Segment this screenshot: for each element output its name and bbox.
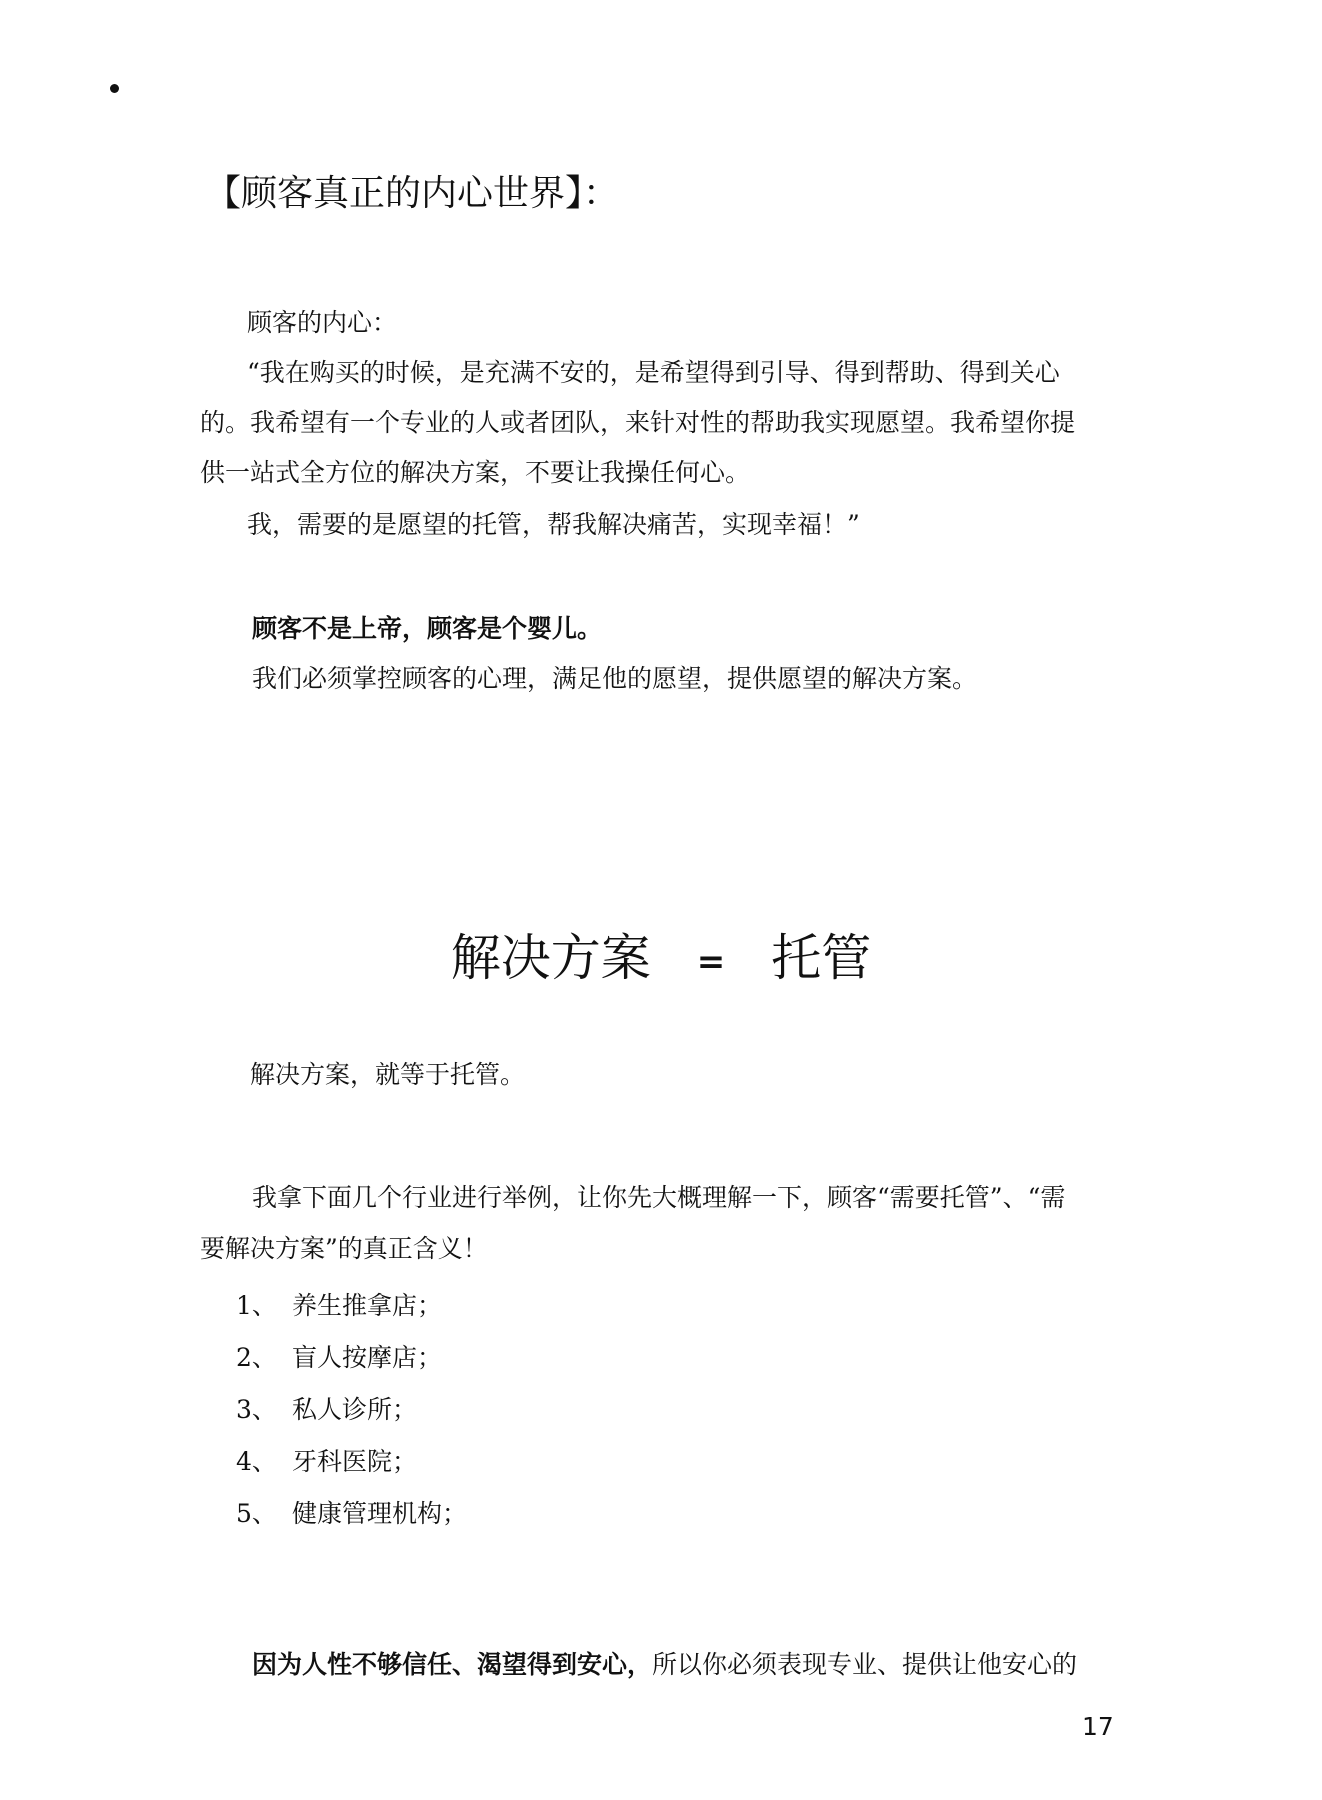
list-item: 牙科医院； — [292, 1447, 418, 1476]
equation-right: 托管 — [771, 929, 872, 987]
trust-statement-bold: 因为人性不够信任、渴望得到安心， — [252, 1650, 653, 1679]
inner-heart-label: 顾客的内心： — [247, 308, 398, 337]
list-item-number: 4、 — [236, 1447, 277, 1476]
control-statement: 我们必须掌控顾客的心理，满足他的愿望，提供愿望的解决方案。 — [252, 664, 978, 693]
baby-statement: 顾客不是上帝，顾客是个婴儿。 — [252, 614, 603, 643]
page-number: 17 — [1082, 1712, 1114, 1741]
list-item: 健康管理机构； — [292, 1499, 468, 1528]
trust-statement-normal: 所以你必须表现专业、提供让他安心的 — [652, 1650, 1078, 1679]
list-item: 盲人按摩店； — [292, 1343, 443, 1372]
examples-intro-line-2: 要解决方案”的真正含义！ — [200, 1234, 488, 1263]
solution-equation — [0, 918, 1322, 990]
quote-line-1: “我在购买的时候，是充满不安的，是希望得到引导、得到帮助、得到关心 — [247, 358, 1060, 387]
trust-statement — [252, 1650, 1077, 1680]
solution-statement: 解决方案，就等于托管。 — [250, 1060, 526, 1089]
quote-line-4: 我，需要的是愿望的托管，帮我解决痛苦，实现幸福！” — [247, 510, 860, 539]
quote-line-3: 供一站式全方位的解决方案，不要让我操任何心。 — [200, 458, 751, 487]
list-item-number: 2、 — [236, 1343, 277, 1372]
examples-intro-line-1: 我拿下面几个行业进行举例，让你先大概理解一下，顾客“需要托管”、“需 — [252, 1183, 1066, 1212]
bullet-dot — [110, 84, 119, 93]
quote-line-2: 的。我希望有一个专业的人或者团队，来针对性的帮助我实现愿望。我希望你提 — [200, 408, 1076, 437]
equation-left: 解决方案 — [450, 929, 651, 987]
list-item: 私人诊所； — [292, 1395, 418, 1424]
list-item: 养生推拿店； — [292, 1291, 443, 1320]
list-item-number: 3、 — [236, 1395, 277, 1424]
section-heading: 【顾客真正的内心世界】： — [205, 173, 620, 214]
equation-operator: = — [696, 942, 726, 982]
list-item-number: 1、 — [236, 1291, 277, 1320]
list-item-number: 5、 — [236, 1499, 277, 1528]
